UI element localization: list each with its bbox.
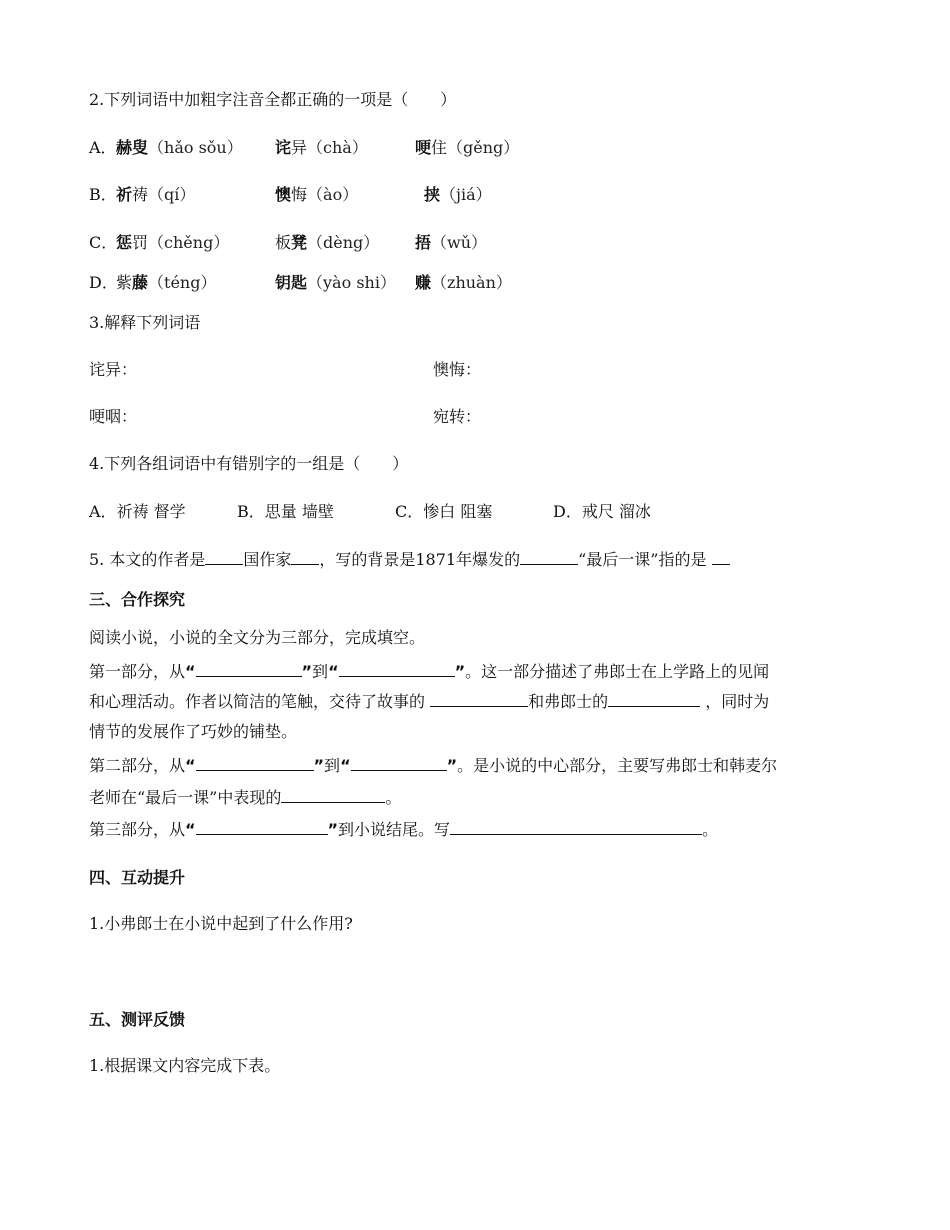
q4-option: C．惨白 阻塞	[395, 502, 493, 521]
answer-blank[interactable]	[430, 690, 528, 707]
q4-option: D．戒尺 溜冰	[553, 502, 651, 521]
answer-blank[interactable]	[450, 818, 702, 835]
part2-line1: 第二部分，从“ ”到“ ”。是小说的中心部分，主要写弗郎士和韩麦尔	[89, 756, 778, 775]
part1-line1: 第一部分，从“ ”到“ ”。这一部分描述了弗郎士在上学路上的见闻	[89, 662, 770, 681]
q4-stem: 4.下列各组词语中有错别字的一组是（ ）	[89, 454, 409, 473]
option-word: 钥匙（yào shi）	[275, 273, 396, 292]
option-word: 懊悔（ào）	[275, 185, 359, 204]
q4-option: A．祈祷 督学	[89, 502, 186, 521]
option-word: 惩罚（chěng）	[116, 233, 230, 252]
option-word: 挟（jiá）	[424, 185, 492, 204]
q3-term: 诧异：	[89, 360, 138, 379]
section3-intro: 阅读小说，小说的全文分为三部分，完成填空。	[89, 628, 426, 647]
part1-line2: 和心理活动。作者以简洁的笔触，交待了故事的 和弗郎士的 ，同时为	[89, 692, 770, 711]
option-word: 祈祷（qí）	[116, 185, 196, 204]
q3-term: 哽咽：	[89, 407, 138, 426]
q4-option: B．思量 墙壁	[237, 502, 334, 521]
option-word: 赚（zhuàn）	[415, 273, 512, 292]
q3-stem: 3.解释下列词语	[89, 313, 201, 332]
q3-term: 宛转：	[433, 407, 482, 426]
part1-line3: 情节的发展作了巧妙的铺垫。	[89, 722, 298, 741]
option-word: 紫藤（téng）	[116, 273, 217, 292]
option-letter: C．	[89, 233, 118, 252]
section5-heading: 五、测评反馈	[89, 1010, 186, 1029]
option-letter: D．	[89, 273, 118, 292]
part3-line: 第三部分，从“ ”到小说结尾。写 。	[89, 820, 719, 839]
option-word: 赫叟（hǎo sǒu）	[116, 138, 243, 157]
option-word: 诧异（chà）	[275, 138, 368, 157]
section3-heading: 三、合作探究	[89, 590, 186, 609]
answer-blank[interactable]	[196, 660, 302, 677]
option-word: 哽住（gěng）	[415, 138, 520, 157]
answer-blank[interactable]	[205, 548, 243, 565]
section5-question: 1.根据课文内容完成下表。	[89, 1056, 281, 1075]
answer-blank[interactable]	[281, 786, 385, 803]
q2-stem: 2.下列词语中加粗字注音全都正确的一项是（ ）	[89, 90, 457, 109]
q3-term: 懊悔：	[433, 360, 482, 379]
option-word: 捂（wǔ）	[415, 233, 488, 252]
answer-blank[interactable]	[339, 660, 455, 677]
answer-blank[interactable]	[351, 754, 447, 771]
answer-blank[interactable]	[196, 754, 314, 771]
answer-blank[interactable]	[608, 690, 700, 707]
option-letter: B．	[89, 185, 117, 204]
part2-line2: 老师在“最后一课”中表现的 。	[89, 788, 402, 807]
answer-blank[interactable]	[196, 818, 328, 835]
answer-blank[interactable]	[291, 548, 319, 565]
section4-question: 1.小弗郎士在小说中起到了什么作用?	[89, 914, 353, 933]
option-word: 板凳（dèng）	[275, 233, 380, 252]
section4-heading: 四、互动提升	[89, 868, 186, 887]
option-letter: A．	[89, 138, 117, 157]
q5-line: 5. 本文的作者是 国作家 ，写的背景是1871年爆发的 “最后一课”指的是	[89, 547, 730, 573]
answer-blank[interactable]	[520, 548, 578, 565]
answer-blank[interactable]	[712, 548, 730, 565]
